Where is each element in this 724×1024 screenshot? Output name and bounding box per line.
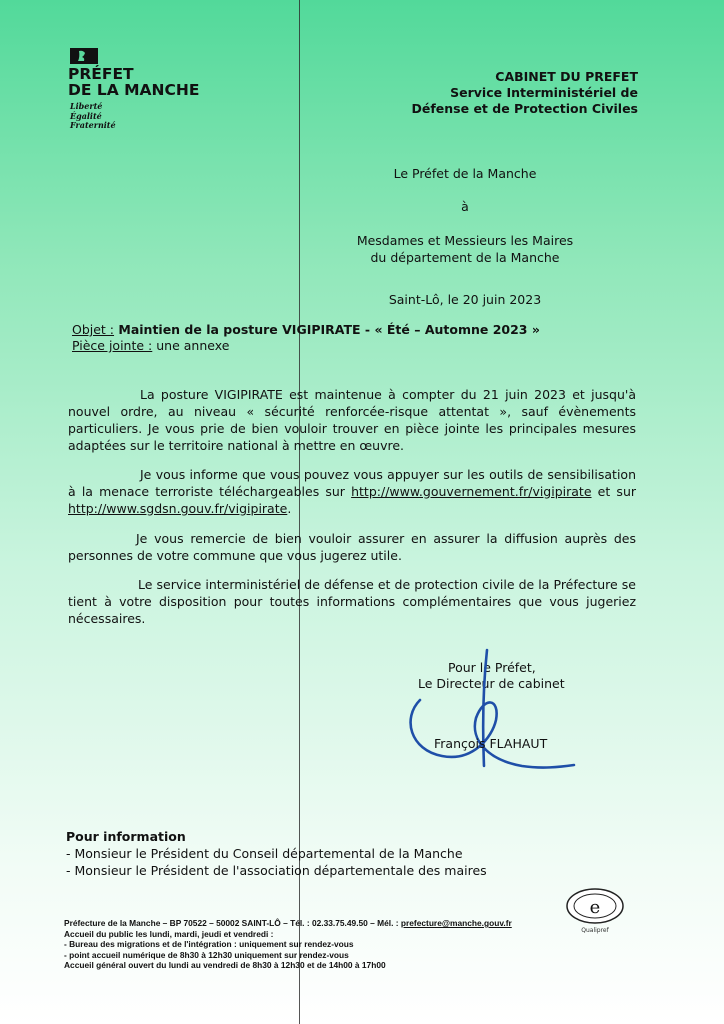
sender-line3: Défense et de Protection Civiles — [411, 101, 638, 116]
paragraph-3: Je vous remercie de bien vouloir assurer en assurer la diffusion auprès des personnes de votre commune que vous jugerez utile. — [68, 531, 636, 563]
info-heading: Pour information — [66, 829, 186, 844]
info-item: - Monsieur le Président de l'association départementale des maires — [66, 863, 487, 878]
badge-label: Qualipref — [581, 927, 609, 934]
signatory-name: François FLAHAUT — [434, 736, 548, 751]
prefecture-title-line2: DE LA MANCHE — [68, 81, 200, 99]
place-date: Saint-Lô, le 20 juin 2023 — [388, 292, 542, 307]
info-item: - Monsieur le Président du Conseil départemental de la Manche — [66, 846, 463, 861]
qualipref-badge-icon — [560, 884, 630, 934]
footer-hours-item: - Bureau des migrations et de l'intégration : uniquement sur rendez-vous — [64, 939, 354, 950]
handwritten-signature — [392, 648, 582, 778]
objet-text: Maintien de la posture VIGIPIRATE - « Été – Automne 2023 » — [114, 322, 540, 337]
from-line: Le Préfet de la Manche — [393, 166, 537, 181]
recipient-block — [330, 232, 600, 266]
signature-title: Le Directeur de cabinet — [418, 676, 565, 691]
to-word: à — [461, 199, 469, 214]
recipient-line1: Mesdames et Messieurs les Maires — [356, 233, 574, 248]
svg-text:e: e — [589, 897, 601, 918]
paragraph-2-end: . — [287, 501, 292, 516]
motto-liberte: Liberté — [70, 101, 103, 111]
motto-fraternite: Fraternité — [70, 120, 116, 130]
footer-hours-item: - point accueil numérique de 8h30 à 12h30 uniquement sur rendez-vous — [64, 949, 349, 960]
vigipirate-link[interactable]: http://www.gouvernement.fr/vigipirate — [351, 484, 592, 499]
signature-for: Pour le Préfet, — [448, 660, 536, 675]
footer-hours-general: Accueil général ouvert du lundi au vendredi de 8h30 à 12h30 et de 14h00 à 17h00 — [64, 960, 386, 971]
attachment-line — [72, 338, 540, 354]
recipient-line2: du département de la Manche — [370, 250, 560, 265]
paragraph-2-text: Je vous informe que vous pouvez vous appuyer sur les outils de sensibilisation à la menace terroriste téléchargeables sur — [68, 467, 636, 499]
objet-label: Objet : — [72, 322, 115, 337]
sender-line2: Service Interministériel de — [450, 85, 638, 100]
motto-egalite: Égalité — [70, 110, 102, 121]
objet-line — [72, 322, 540, 338]
footer-address-line — [64, 918, 512, 929]
footer-hours-heading: Accueil du public les lundi, mardi, jeudi et vendredi : — [64, 928, 274, 939]
paragraph-2 — [68, 466, 636, 517]
paragraph-4: Le service interministériel de défense et de protection civile de la Préfecture se tient à votre disposition pour toutes informations complémentaires que vous jugeriez nécessaires. — [68, 577, 636, 626]
marianne-flag-icon — [70, 48, 98, 64]
republic-motto — [70, 102, 116, 131]
prefecture-title — [68, 66, 199, 98]
sender-block — [318, 69, 638, 117]
footer-block — [64, 918, 512, 971]
prefecture-title-line1: PRÉFET — [68, 65, 134, 83]
paragraph-2-middle: et sur — [591, 484, 636, 499]
attachment-label: Pièce jointe : — [72, 338, 153, 353]
paragraph-1: La posture VIGIPIRATE est maintenue à compter du 21 juin 2023 et jusqu'à nouvel ordre, au niveau « sécurité renforcée-risque attentat », sauf évènements particuliers. Je vous prie de bien vouloir trouver en pièce jointe les principales mesures adaptées sur le territoire national à mettre en œuvre. — [68, 387, 636, 453]
footer-email-link[interactable]: prefecture@manche.gouv.fr — [400, 918, 512, 928]
subject-block — [72, 322, 540, 354]
info-block — [66, 828, 487, 879]
attachment-text: une annexe — [152, 338, 230, 353]
sender-line1: CABINET DU PREFET — [495, 69, 638, 84]
sgdsn-link[interactable]: http://www.sgdsn.gouv.fr/vigipirate — [68, 501, 288, 516]
footer-address: Préfecture de la Manche – BP 70522 – 50002 SAINT-LÔ – Tél. : 02.33.75.49.50 – Mél. : — [64, 918, 401, 928]
